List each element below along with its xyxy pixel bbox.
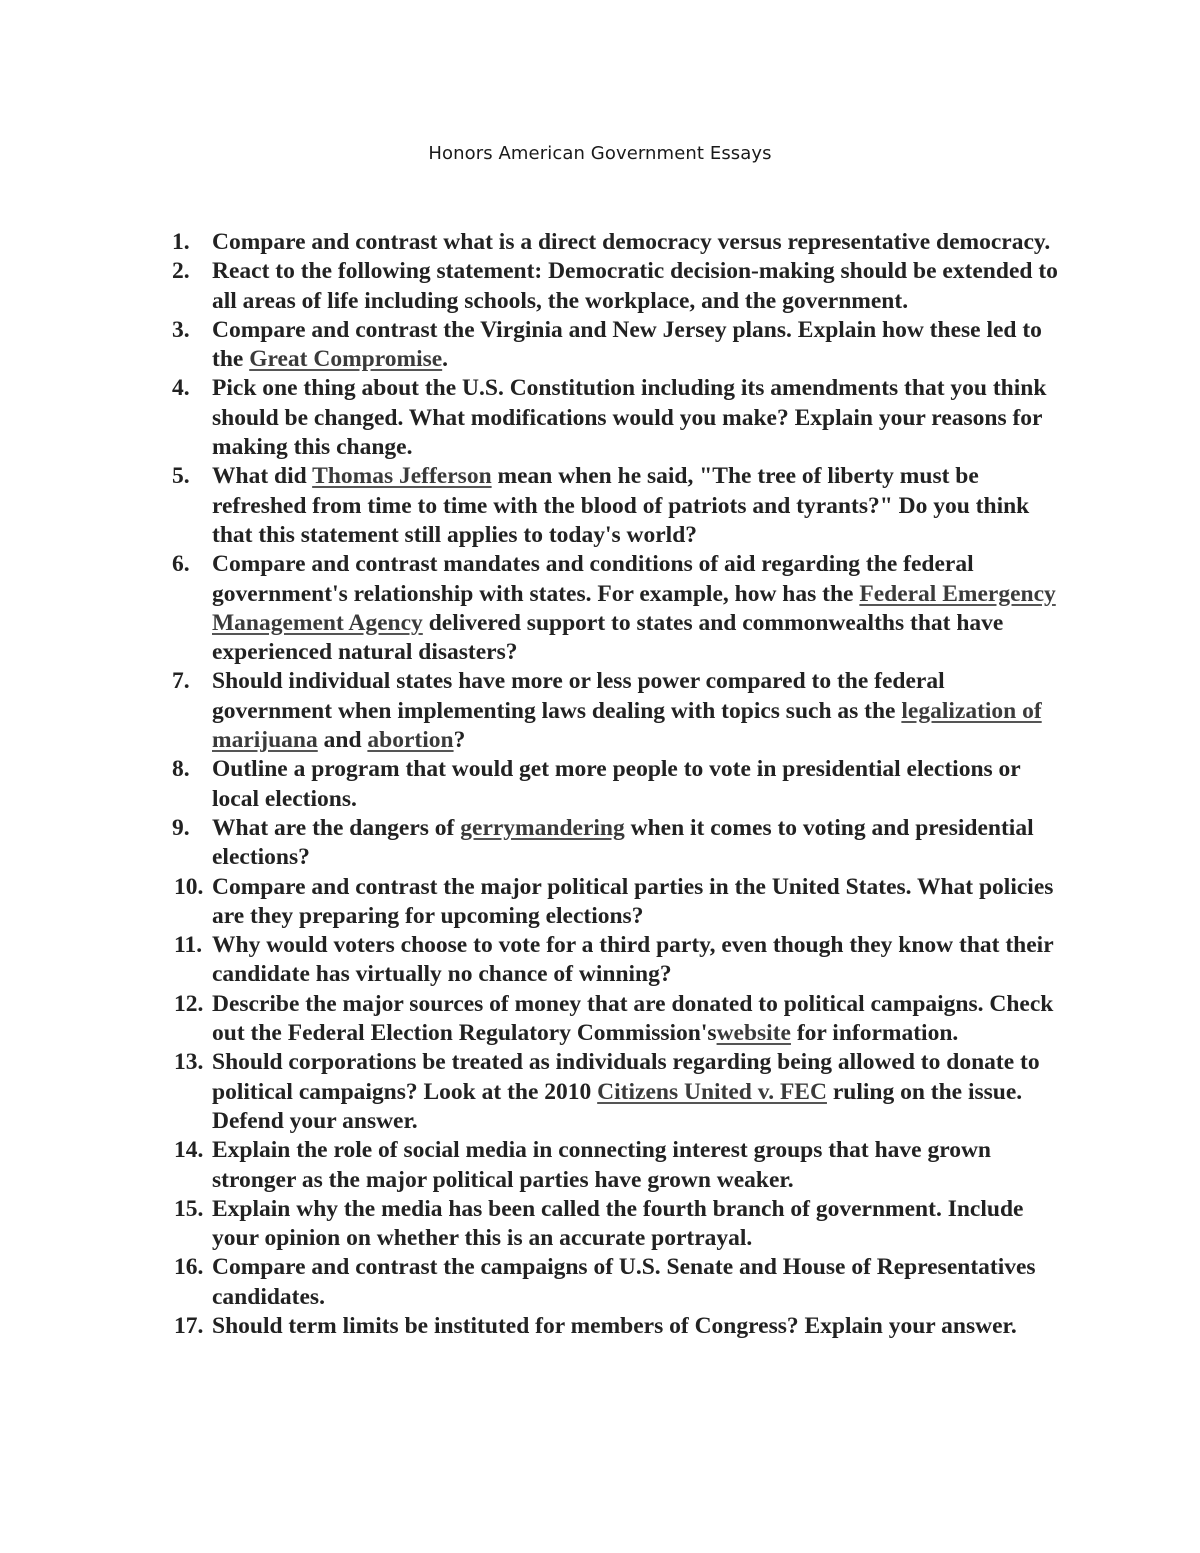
reference-link[interactable]: website [716, 1020, 791, 1047]
question-text [212, 258, 1058, 313]
essay-question-17 [0, 1312, 1200, 1341]
reference-link[interactable]: Federal Emergency Management Agency [212, 580, 1056, 636]
essay-question-14 [0, 1136, 1200, 1195]
question-number: 5. [172, 463, 190, 490]
question-text [212, 874, 1053, 929]
question-text-segment: Describe the major sources of money that are donated to political campaigns. Check out the Federal Election Regulatory Commission's [212, 990, 1054, 1047]
question-number: 17. [174, 1312, 204, 1339]
essay-question-7 [0, 667, 1200, 755]
essay-question-8 [0, 755, 1200, 814]
reference-link[interactable]: Thomas Jefferson [312, 463, 492, 490]
question-text [212, 551, 1056, 665]
question-text-segment: Compare and contrast the Virginia and New Jersey plans. Explain how these led to the [212, 316, 1042, 373]
question-text-segment: Explain the role of social media in connecting interest groups that have grown stronger as the major political parties have grown weaker. [212, 1137, 991, 1193]
essay-question-15 [0, 1195, 1200, 1254]
reference-link[interactable]: gerrymandering [460, 814, 625, 841]
question-text-segment: Compare and contrast the major political parties in the United States. What policies are they preparing for upcoming elections? [212, 873, 1054, 929]
question-text [212, 463, 1029, 548]
question-text [212, 1196, 1023, 1251]
essay-question-2 [0, 257, 1200, 316]
question-text-segment: when it comes to voting and presidential elections? [212, 814, 1034, 871]
question-text-segment: Compare and contrast what is a direct democracy versus representative democracy. [212, 229, 1051, 255]
question-text [212, 991, 1053, 1046]
question-number: 10. [174, 873, 204, 900]
essay-question-1 [0, 228, 1200, 257]
essay-question-10 [0, 873, 1200, 932]
question-text-segment: What are the dangers of [212, 814, 461, 841]
question-number: 7. [172, 668, 190, 695]
question-text [212, 317, 1042, 372]
question-text-segment: Compare and contrast the campaigns of U.S. Senate and House of Representatives candidates. [212, 1254, 1036, 1310]
question-text [212, 375, 1046, 460]
question-text [212, 1137, 991, 1192]
question-text-segment: What did [212, 463, 313, 490]
essay-question-11 [0, 931, 1200, 990]
essay-question-5 [0, 462, 1200, 550]
reference-link[interactable]: Great Compromise [249, 346, 443, 373]
question-number: 12. [174, 990, 204, 1017]
question-number: 13. [174, 1049, 204, 1076]
question-text-segment: delivered support to states and commonwealths that have experienced natural disasters? [212, 609, 1004, 666]
question-number: 15. [174, 1195, 204, 1222]
question-text [212, 815, 1034, 870]
essay-question-3 [0, 316, 1200, 375]
question-number: 3. [172, 316, 190, 343]
question-text-segment: ? [453, 727, 466, 754]
question-text-segment: Compare and contrast mandates and conditions of aid regarding the federal government's relationship with states. For example, how has the [212, 551, 974, 607]
question-text-segment: Outline a program that would get more people to vote in presidential elections or local elections. [212, 756, 1021, 812]
essay-question-list [0, 228, 1200, 1341]
question-number: 14. [174, 1137, 204, 1164]
question-text-segment: ruling on the issue. Defend your answer. [212, 1078, 1023, 1134]
essay-question-13 [0, 1048, 1200, 1136]
question-text-segment: Should individual states have more or less power compared to the federal government when implementing laws dealing with topics such as the [212, 668, 945, 724]
question-text-segment: Explain why the media has been called the fourth branch of government. Include your opinion on whether this is an accurate portrayal. [212, 1195, 1024, 1252]
reference-link[interactable]: abortion [367, 727, 454, 754]
question-text-segment: Pick one thing about the U.S. Constitution including its amendments that you think should be changed. What modifications would you make? Explain your reasons for making this change. [212, 375, 1047, 461]
question-text [212, 1313, 1017, 1339]
question-text [212, 1254, 1036, 1309]
essay-question-12 [0, 990, 1200, 1049]
question-text-segment: . [442, 346, 449, 373]
reference-link[interactable]: Citizens United v. FEC [597, 1078, 827, 1105]
question-number: 4. [172, 375, 190, 402]
question-text [212, 1049, 1040, 1134]
question-text-segment: for information. [790, 1020, 959, 1047]
question-number: 6. [172, 551, 190, 578]
essay-question-6 [0, 550, 1200, 667]
question-number: 9. [172, 814, 190, 841]
question-text [212, 229, 1050, 255]
question-number: 11. [174, 932, 203, 959]
question-text-segment: Should corporations be treated as individuals regarding being allowed to donate to political campaigns? Look at the 2010 [212, 1049, 1040, 1105]
essay-question-16 [0, 1253, 1200, 1312]
question-number: 1. [172, 229, 190, 255]
question-text-segment: React to the following statement: Democratic decision-making should be extended to all areas of life including schools, the workplace, and the government. [212, 258, 1058, 314]
question-text [212, 756, 1020, 811]
essay-question-4 [0, 374, 1200, 462]
question-text-segment: and [317, 727, 368, 754]
question-text-segment: mean when he said, "The tree of liberty must be refreshed from time to time with the blood of patriots and tyrants?" Do you think that this statement still applies to today's world? [212, 463, 1030, 548]
question-text-segment: Why would voters choose to vote for a third party, even though they know that their candidate has virtually no chance of winning? [212, 932, 1054, 988]
question-number: 16. [174, 1254, 204, 1281]
question-number: 2. [172, 258, 190, 285]
question-text-segment: Should term limits be instituted for members of Congress? Explain your answer. [212, 1312, 1017, 1339]
page-title: Honors American Government Essays [428, 143, 772, 164]
question-text [212, 668, 1042, 753]
question-text [212, 932, 1053, 987]
question-number: 8. [172, 756, 190, 783]
essay-question-9 [0, 814, 1200, 873]
reference-link[interactable]: legalization of marijuana [212, 697, 1042, 754]
